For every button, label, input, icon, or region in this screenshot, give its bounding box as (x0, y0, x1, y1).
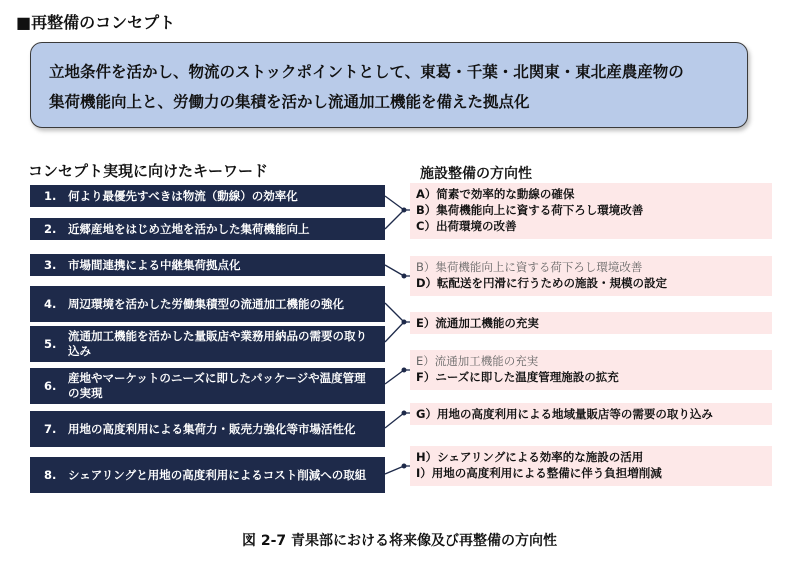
keyword-text: 用地の高度利用による集荷力・販売力強化等市場活性化 (68, 421, 356, 436)
keyword-1 (30, 185, 385, 207)
summary-line-1: 立地条件を活かし、物流のストックポイントとして、東葛・千葉・北関東・東北産農産物の (49, 63, 684, 81)
keyword-6 (30, 368, 385, 404)
keyword-number: 7. (44, 421, 57, 436)
keyword-text: 産地やマーケットのニーズに即したパッケージや温度管理の実現 (68, 371, 366, 400)
direction-item-repeat: E）流通加工機能の充実 (416, 354, 539, 368)
keyword-number: 6. (44, 378, 57, 393)
keyword-2 (30, 218, 385, 240)
direction-item-repeat: B）集荷機能向上に資する荷下ろし環境改善 (416, 260, 643, 274)
direction-item: F）ニーズに即した温度管理施設の拡充 (416, 370, 619, 384)
direction-item: G）用地の高度利用による地域量販店等の需要の取り込み (416, 407, 713, 421)
direction-group-2 (410, 256, 772, 296)
keywords-heading: コンセプト実現に向けたキーワード (28, 162, 269, 180)
keyword-text: 流通加工機能を活かした量販店や業務用納品の需要の取り込み (68, 329, 367, 358)
direction-item: H）シェアリングによる効率的な施設の活用 (416, 450, 644, 464)
keyword-text: 何より最優先すべきは物流（動線）の効率化 (68, 188, 298, 203)
direction-item: A）简素で効率的な動線の確保 (416, 187, 575, 201)
keyword-text: 市場間連携による中継集荷拠点化 (68, 257, 241, 272)
keyword-number: 3. (44, 257, 57, 272)
keyword-8 (30, 457, 385, 493)
keyword-number: 8. (44, 467, 57, 482)
direction-group-3 (410, 312, 772, 334)
directions-heading: 施設整備の方向性 (420, 166, 532, 182)
direction-group-1 (410, 183, 772, 239)
direction-group-6 (410, 446, 772, 486)
figure-caption: 図 2-7 青果部における将来像及び再整備の方向性 (241, 533, 558, 549)
summary-line-2: 集荷機能向上と、労働力の集積を活かし流通加工機能を備えた拠点化 (49, 93, 530, 111)
keyword-number: 5. (44, 336, 57, 351)
direction-item: D）転配送を円滑に行うための施設・規模の設定 (416, 276, 668, 290)
keyword-3 (30, 254, 385, 276)
keyword-text: シェアリングと用地の高度利用によるコスト削減への取組 (68, 467, 367, 482)
keyword-text: 周辺環境を活かした労働集積型の流通加工機能の強化 (68, 296, 344, 311)
keyword-number: 2. (44, 221, 57, 236)
keyword-7 (30, 411, 385, 447)
direction-item: B）集荷機能向上に資する荷下ろし環境改善 (416, 203, 644, 217)
direction-item: I）用地の高度利用による整備に伴う負担増削減 (416, 466, 662, 480)
keyword-number: 4. (44, 296, 57, 311)
direction-group-4 (410, 350, 772, 390)
keyword-text: 近郷産地をはじめ立地を活かした集荷機能向上 (68, 221, 310, 236)
direction-item: C）出荷環境の改善 (416, 219, 517, 233)
direction-group-5 (410, 403, 772, 425)
keyword-4 (30, 286, 385, 322)
section-title: ■再整備のコンセプト (16, 13, 176, 32)
keyword-5 (30, 326, 385, 362)
direction-item: E）流通加工機能の充実 (416, 316, 539, 330)
keyword-number: 1. (44, 188, 57, 203)
